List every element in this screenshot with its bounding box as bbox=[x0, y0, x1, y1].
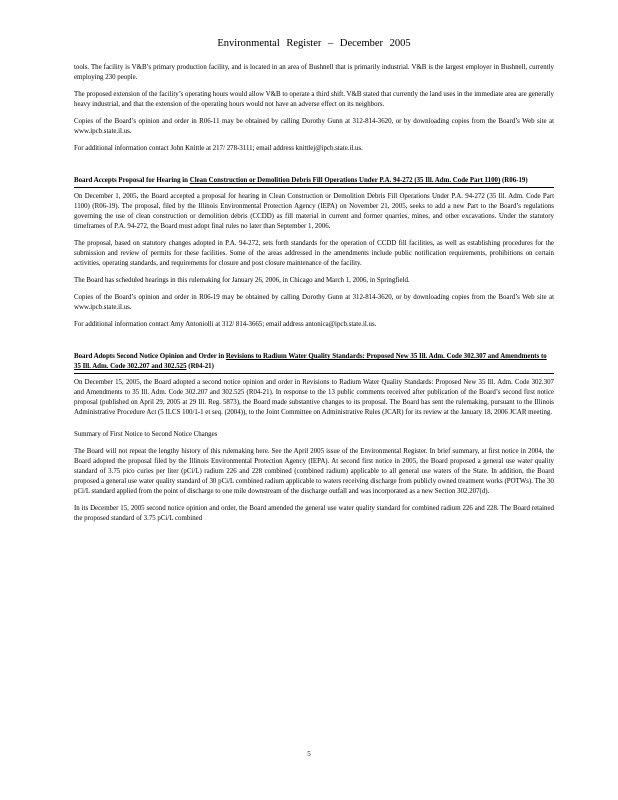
section-2-paragraph-3: In its December 15, 2005 second notice opinion and order, the Board amended the general use water quality standard for combined radium 226 and 228. The Board retained the proposed standard of 3.75 pCi/L combined bbox=[74, 505, 554, 522]
section-1-title-prefix: Board Accepts Proposal for Hearing in bbox=[74, 177, 190, 184]
page-header: Environmental Register – December 2005 bbox=[217, 38, 411, 49]
section-2-title bbox=[74, 352, 554, 374]
intro-paragraph-3: Copies of the Board’s opinion and order in R06-11 may be obtained by calling Dorothy Gunn at 312-814-3620, or by downloading copies from the Board’s Web site at www.ipcb.state.il.us. bbox=[74, 118, 554, 135]
section-2-title-prefix: Board Adopts Second Notice Opinion and Order in bbox=[74, 353, 226, 360]
section-1-paragraph-1: On December 1, 2005, the Board accepted a proposal for hearing in Clean Construction or Demolition Debris Fill Operations Under P.A. 94-272 (35 Ill. Adm. Code Part 1100) (R06-19). The proposal, filed by the Illinois Environmental Protection Agency (IEPA) on November 21, 2005, seeks to add a new Part to the Board’s regulations governing the use of clean construction or demolition debris (CCDD) as fill material in current and former quarries, mines, and other excavations. Under the statutory timeframes of P.A. 94-272, the Board must adopt final rules no later than September 1, 2006. bbox=[74, 193, 554, 230]
intro-paragraph-2: The proposed extension of the facility’s operating hours would allow V&B to operate a third shift. V&B stated that currently the land uses in the immediate area are generally heavy industrial, and that the extension of the operating hours would not have an adverse effect on its neighbors. bbox=[74, 91, 554, 108]
intro-paragraph-4: For additional information contact John Knittle at 217/ 278-3111; email address knittlej@ipcb.state.il.us. bbox=[74, 145, 363, 152]
section-2-title-case-name: Revisions to Radium Water Quality Standards: Proposed New 35 Ill. Adm. Code 302.307 and Amendments to 35 Ill. Adm. Code 302.207 and 302.525 bbox=[74, 353, 547, 370]
section-2-title-docket: (R04-21) bbox=[186, 363, 214, 370]
section-1-paragraph-5: For additional information contact Amy Antoniolli at 312/ 814-3665; email address antonica@ipcb.state.il.us. bbox=[74, 321, 377, 328]
intro-paragraph-1: tools. The facility is V&B’s primary production facility, and is located in an area of Bushnell that is primarily industrial. V&B is the largest employer in Bushnell, currently employing 230 people. bbox=[74, 64, 554, 81]
section-1-paragraph-2: The proposal, based on statutory changes adopted in P.A. 94-272, sets forth standards for the operation of CCDD fill facilities, as well as establishing procedures for the submission and review of permits for these facilities. Some of the areas addressed in the amendments include public notification requirements, prohibitions on certain activities, operating standards, and requirements for closure and post closure maintenance of the facility. bbox=[74, 240, 554, 267]
section-1-paragraph-3: The Board has scheduled hearings in this rulemaking for January 26, 2006, in Chicago and March 1, 2006, in Springfield. bbox=[74, 277, 410, 284]
section-2-paragraph-2: The Board will not repeat the lengthy history of this rulemaking here. See the April 2005 issue of the Environmental Register. In brief summary, at first notice in 2004, the Board adopted the proposal filed by the Illinois Environmental Protection Agency (IEPA). At second first notice in 2005, the Board proposed a general use water quality standard of 3.75 pico curies per liter (pCi/L) radium 226 and 228 combined (combined radium) applicable to all general use waters of the State. In addition, the Board proposed a general use water quality standard of 30 pCi/L combined radium applicable to waters receiving discharge from publicly owned treatment works (POTWs). The 30 pCi/L standard applied from the point of discharge to one mile downstream of the discharge outfall and was incorporated as a new Section 302.207(d). bbox=[74, 448, 554, 495]
section-1-paragraph-4: Copies of the Board’s opinion and order in R06-19 may be obtained by calling Dorothy Gunn at 312-814-3620, or by downloading copies from the Board’s Web site at www.ipcb.state.il.us. bbox=[74, 294, 554, 311]
page-number: 5 bbox=[307, 750, 311, 758]
section-1-title-case-name: Clean Construction or Demolition Debris Fill Operations Under P.A. 94-272 (35 Ill. Adm. Code Part 1100) bbox=[189, 177, 501, 184]
section-1-title bbox=[74, 176, 554, 188]
section-2-summary-heading: Summary of First Notice to Second Notice Changes bbox=[74, 431, 218, 438]
section-2-paragraph-1: On December 15, 2005, the Board adopted a second notice opinion and order in Revisions to Radium Water Quality Standards: Proposed New 35 Ill. Adm. Code 302.307 and Amendments to 35 Ill. Adm. Code 302.207 and 302.525 (R04-21). In response to the 13 public comments received after publication of the Board’s second first notice proposal (published on April 29, 2005 at 29 Ill. Reg. 5873), the Board made substantive changes to its proposal. The Board has sent the rulemaking, pursuant to the Illinois Administrative Procedure Act (5 ILCS 100/1-1 et seq. (2004)), to the Joint Committee on Administrative Rules (JCAR) for its review at the January 18, 2006 JCAR meeting. bbox=[74, 379, 554, 416]
section-1-title-docket: (R06-19) bbox=[500, 177, 528, 184]
document-page bbox=[74, 38, 554, 531]
